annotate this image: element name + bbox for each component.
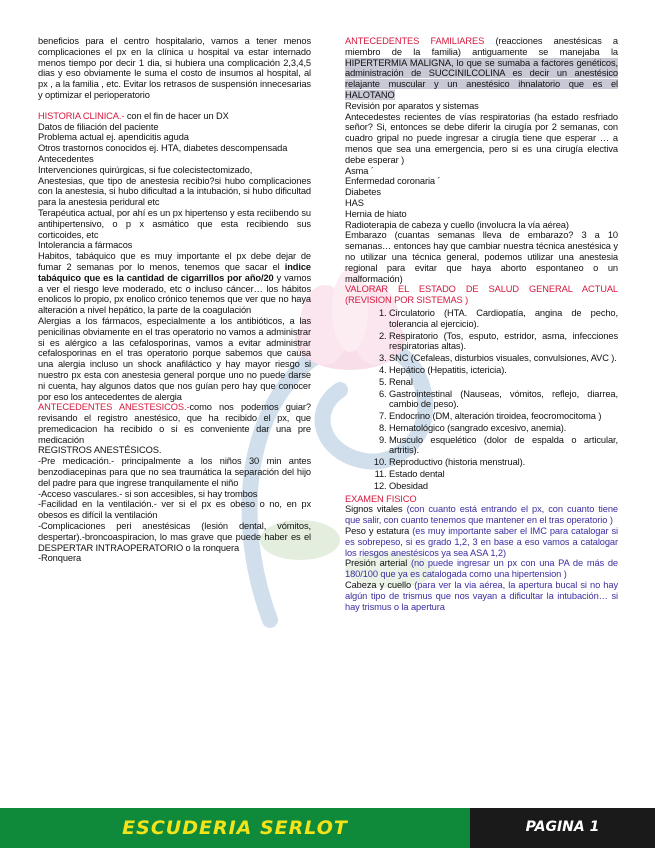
valorar-heading: VALORAR EL ESTADO DE SALUD GENERAL ACTUAL (REVISION POR SISTEMAS ) (345, 284, 618, 306)
left-column (38, 36, 311, 564)
signos-vitales: Signos vitales (con cuanto está entrando el px, con cuanto tiene que salir, con cuanto tenemos que mantener en el tras operatorio ) (345, 504, 618, 526)
list-item: 6. Gastrointestinal (Nauseas, vómitos, reflejo, diarrea, cambio de peso). (389, 389, 618, 411)
antecedentes-familiares: ANTECEDENTES FAMILIARES (reacciones anestésicas a miembro de la familia) antiguamente se manejaba la HIPERTERMIA MALIGNA, lo que se sumaba a factores genéticos, administración de SUCCINILCOLINA es decir un anestésico relajante muscular y un anestésico ihnalatorio que es el HALOTANO (345, 36, 618, 100)
line-intervenciones: Intervenciones quirúrgicas, si fue colecistectomizado, (38, 164, 253, 175)
line-trastornos: Otros trastornos conocidos ej. HTA, diabetes descompensada (38, 143, 288, 154)
systems-list (345, 308, 618, 492)
cabeza-cuello: Cabeza y cuello (para ver la via aérea, la apertura bucal si no hay algún tipo de trismus que nos vayan a dificultar la intubación… si hay trismus o la apertura (345, 580, 618, 612)
line-alergias: Alergias a los fármacos, especialmente a los antibióticos, a las penicilinas obviamente en el tras operatorio no vamos a administrar si es alérgico a las cefalosporinas, vamos a evitar administrar cefalosporinas en el tras operatorio porque sabemos que causa una alergia incluso un shock anafiláctico y hay mayor riesgo si nuestro px esta con anestesia general porque uno no puede darse ni cuenta, hay algunos datos que nos guían pero hay que conocer por eso los antecedentes de alergia (38, 315, 311, 402)
list-item: 5. Renal (389, 377, 618, 388)
antecedentes-anestesicos: ANTECEDENTES ANESTESICOS.-como nos podemos guiar? revisando el registro anestésico, que ha recibido el px, que premedicacion ha recibido o si es conveniente dar una pre medicación (38, 402, 311, 445)
list-item: 1. Circulatorio (HTA. Cardiopatía, angina de pecho, tolerancia al ejercicio). (389, 308, 618, 330)
registro-premedicacion: -Pre medicación.- principalmente a los niños 30 min antes benzodiacepinas para que no sea traumática la separación del hijo del padre para que ingrese tranquilamente el niño (38, 456, 311, 488)
line-radioterapia: Radioterapia de cabeza y cuello (involucra la vía aérea) (345, 219, 569, 230)
registro-complicaciones: -Complicaciones peri anestésicas (lesión dental, vómitos, despertar).-broncoaspiracion, lo mas grave que puede haber es el DESPERTAR INTRAOPERATORIO o la ronquera (38, 521, 311, 553)
fam-title: ANTECEDENTES FAMILIARES (345, 36, 485, 46)
line-habitos: Habitos, tabáquico que es muy importante el px debe dejar de fumar 2 semanas por lo menos, tenemos que sacar el indice tabáquico que es la cantidad de cigarrillos por año/20 y vamos a ver el riesgo leve moderado, etc o incluso cáncer… los hábitos enolicos lo propio, px enolico crónico tenemos que ver que no haya alteración a nivel hepático, la parte de la coagulación (38, 251, 311, 316)
line-embarazo: Embarazo (cuantas semanas lleva de embarazo? 3 a 10 semanas… entonces hay que cambiar nuestra técnica anestésica y no utilizar una técnica general, podemos utilizar una anestesia regional para evitar que haya aborto espontaneo o un malformación) (345, 230, 618, 284)
intro-paragraph: beneficios para el centro hospitalario, vamos a tener menos complicaciones el px en la clínica u hospital va estar internado menos tiempo por decir 1 dia, si hubiera una complicación 2,3,4,5 dias y eso obviamente le suma el costo de insumos al hospital, al px , a la familia , etc. Evitar los retrasos de suspensión innecesarias y optimizar el perioperatorio (38, 36, 311, 100)
peso-estatura: Peso y estatura (es muy importante saber el IMC para catalogar si es sobrepeso, si es grado 1,2, 3 en base a eso vamos a catalogar los riesgos anestésicos ya sea ASA 1,2) (345, 526, 618, 558)
line-anestesias: Anestesias, que tipo de anestesia recibio?si hubo complicaciones con la anestesia, si hubo dificultad a la intubación, si hubo dificultad para la anestesia peridural etc (38, 175, 311, 208)
line-has: HAS (345, 197, 364, 208)
examen-heading: EXAMEN FISICO (345, 493, 417, 504)
line-coronaria: Enfermedad coronaria ´ (345, 176, 441, 187)
list-item: 8. Hematológico (sangrado excesivo, anemia). (389, 423, 618, 434)
line-terapeutica: Terapéutica actual, por ahí es un px hipertenso y esta reciibendo su antihipertensivo, o p x asmático que esta recibiendo sus corticoides, etc (38, 207, 311, 240)
list-item: 11. Estado dental (389, 469, 618, 480)
page-footer (0, 808, 655, 848)
list-item: 10. Reproductivo (historia menstrual). (389, 457, 618, 468)
line-diabetes: Diabetes (345, 187, 381, 198)
line-problema: Problema actual ej. apendicitis aguda (38, 132, 189, 143)
hipertermia-highlight: HIPERTERMIA MALIGNA, lo que se sumaba a factores genéticos, administración de SUCCINILCOLINA es decir un anestésico relajante muscular y un anestésico ihnalatorio que es el HALOTANO (345, 57, 618, 100)
line-asma: Asma ´ (345, 165, 374, 176)
historia-heading: HISTORIA CLINICA.- con el fin de hacer un DX (38, 110, 229, 121)
list-item: 3. SNC (Cefaleas, disturbios visuales, convulsiones, AVC ). (389, 353, 618, 364)
registro-acceso: -Acceso vasculares.- si son accesibles, si hay trombos (38, 488, 258, 499)
revision-sistemas: Revisión por aparatos y sistemas (345, 100, 479, 111)
historia-title: HISTORIA CLINICA.- (38, 110, 125, 121)
vias-respiratorias: Antecedestes recientes de vías respiratorias (ha estado resfriado señor? Si, entonces se debe diferir la cirugía por 2 semanas, con cuadro gripal no puede ingresar a cirugía tiene que esperar … a menos que sea una emergencia, pero si es una cirugía electiva debe esperar ) (345, 111, 618, 165)
list-item: 7. Endocrino (DM, alteración tiroidea, feocromocitoma ) (389, 411, 618, 422)
line-filiacion: Datos de filiación del paciente (38, 121, 159, 132)
list-item: 4. Hepático (Hepatitis, ictericia). (389, 365, 618, 376)
indice-tabaquico: indice tabáquico que es la cantidad de cigarrillos por año/20 (38, 261, 311, 283)
line-antecedentes: Antecedentes (38, 153, 94, 164)
right-column (345, 36, 618, 612)
list-item: 12. Obesidad (389, 481, 618, 492)
line-hernia: Hernia de hiato (345, 208, 407, 219)
list-item: 2. Respiratorio (Tos, esputo, estridor, asma, infecciones respiratorias altas). (389, 331, 618, 353)
presion-arterial: Presión arterial (no puede ingresar un px con una PA de más de 180/100 que ya es catalogada como una hipertension ) (345, 558, 618, 580)
ant-title: ANTECEDENTES ANESTESICOS.- (38, 402, 190, 413)
line-intolerancia: Intolerancia a fármacos (38, 240, 133, 251)
footer-title: ESCUDERIA SERLOT (122, 817, 348, 839)
registro-ronquera: -Ronquera (38, 553, 82, 564)
registros-heading: REGISTROS ANESTÉSICOS. (38, 445, 162, 456)
list-item: 9. Musculo esquelético (dolor de espalda o articular, artritis). (389, 435, 618, 457)
page-number: PAGINA 1 (525, 819, 600, 835)
registro-ventilacion: -Facilidad en la ventilación.- ver si el px es obeso o no, en px obesos es difícil la ventilación (38, 499, 311, 521)
